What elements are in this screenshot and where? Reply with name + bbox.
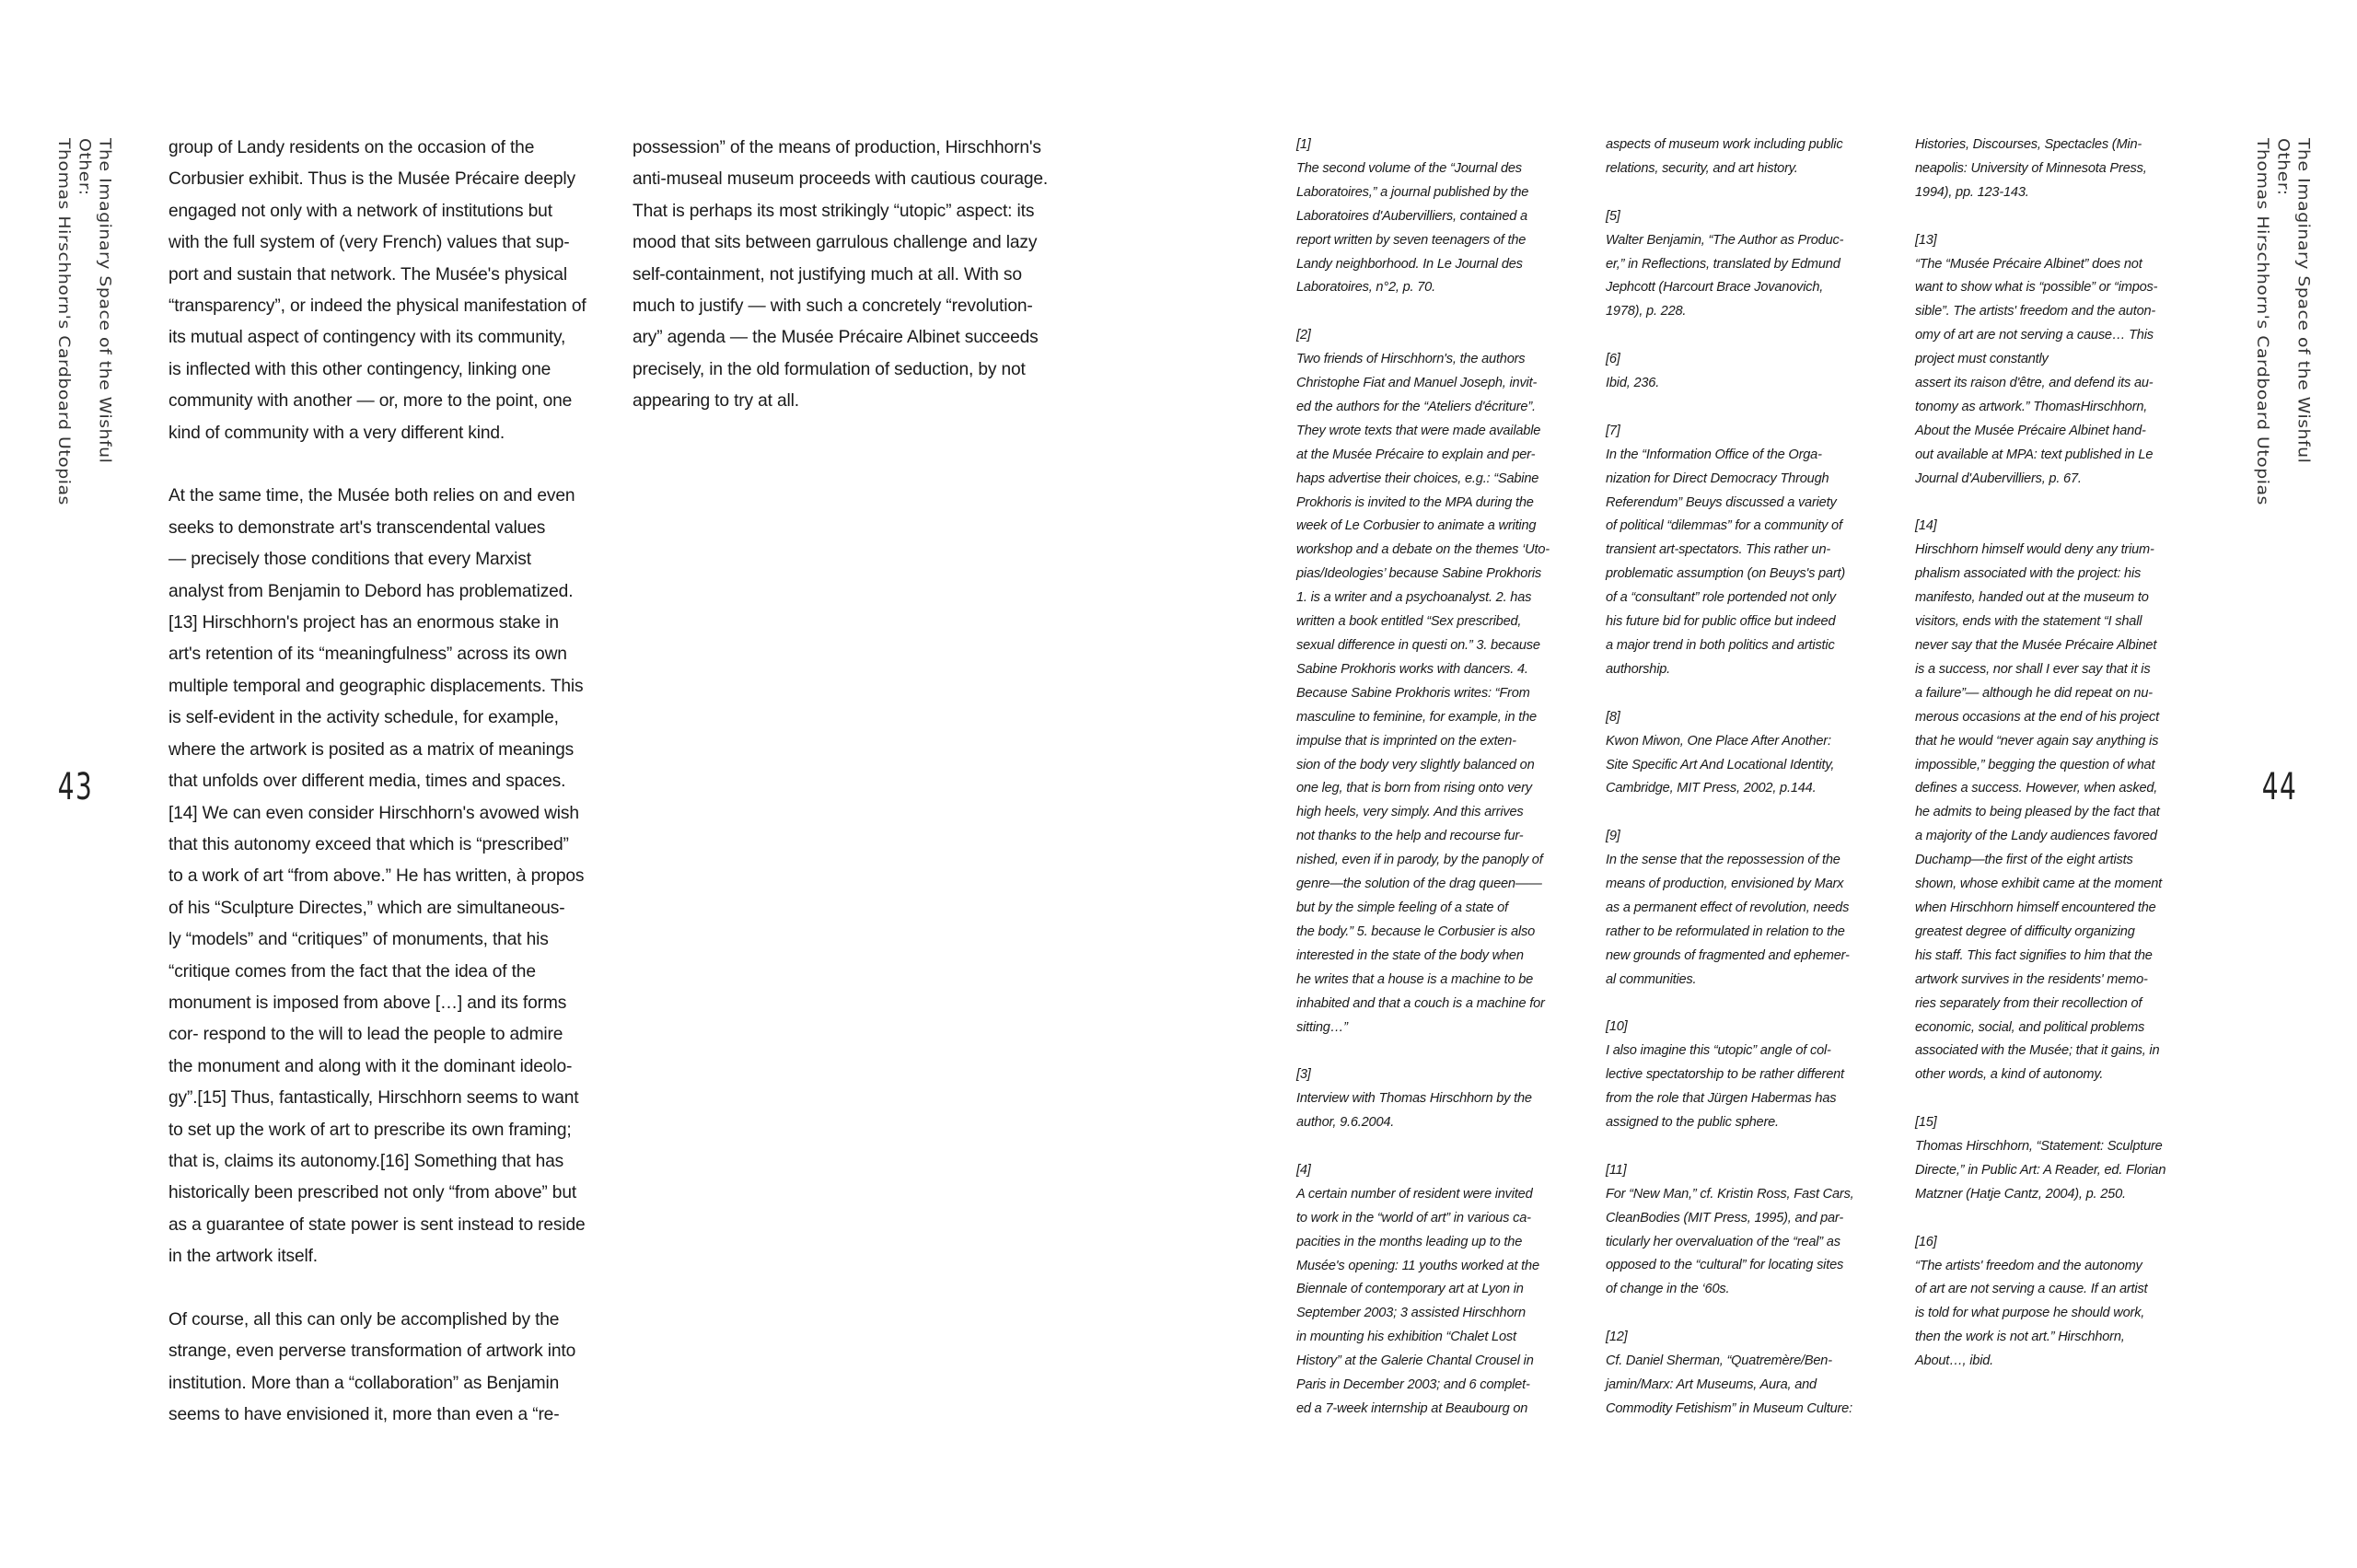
footnote-line: Paris in December 2003; and 6 complet-	[1296, 1377, 1530, 1393]
footnote	[1915, 1231, 2204, 1374]
footnote-line: [13]	[1915, 232, 1937, 248]
footnote-line: other words, a kind of autonomy.	[1915, 1067, 2104, 1083]
footnote-line: Laboratoires,” a journal published by the	[1296, 184, 1529, 200]
paragraph-line: seems to have envisioned it, more than even a “re-	[168, 1405, 560, 1425]
footnote-line: Because Sabine Prokhoris writes: “From	[1296, 685, 1530, 701]
paragraph-line: possession” of the means of production, Hirschhorn's	[633, 138, 1041, 157]
footnote-line: impossible,” begging the question of what	[1915, 757, 2155, 772]
footnote-line: of change in the ‘60s.	[1606, 1282, 1730, 1297]
paragraph-line: that unfolds over different media, times and spaces.	[168, 772, 566, 792]
footnote-line: ries separately from their recollection of	[1915, 995, 2142, 1011]
paragraph	[633, 133, 1084, 418]
footnote-line: “The “Musée Précaire Albinet” does not	[1915, 256, 2142, 272]
paragraph-line: ly “models” and “critiques” of monuments, that his	[168, 930, 549, 950]
footnote-line: economic, social, and political problems	[1915, 1019, 2145, 1035]
footnote	[1606, 706, 1895, 802]
body-column-1	[168, 133, 620, 1463]
footnote-line: means of production, envisioned by Marx	[1606, 877, 1844, 892]
footnote-line: defines a success. However, when asked,	[1915, 781, 2158, 796]
footnote	[1606, 825, 1895, 992]
footnote-line: interested in the state of the body when	[1296, 947, 1524, 963]
paragraph-line: — precisely those conditions that every Marxist	[168, 550, 531, 570]
paragraph-line: [13] Hirschhorn's project has an enormous stake in	[168, 613, 559, 633]
footnote-line: a failure”— although he did repeat on nu-	[1915, 685, 2153, 701]
footnote-line: merous occasions at the end of his project	[1915, 709, 2159, 725]
footnote-line: tonomy as artwork.” ThomasHirschhorn,	[1915, 399, 2148, 414]
footnote-line: [14]	[1915, 518, 1937, 534]
paragraph-line: historically been prescribed not only “from above” but	[168, 1183, 577, 1203]
footnote-line: when Hirschhorn himself encountered the	[1915, 900, 2156, 915]
footnote-line: 1978), p. 228.	[1606, 304, 1687, 319]
footnote-line: Laboratoires d'Aubervilliers, contained a	[1296, 208, 1527, 224]
footnote	[1915, 134, 2204, 205]
paragraph-line: multiple temporal and geographic displacements. This	[168, 676, 584, 696]
footnote-line: Walter Benjamin, “The Author as Produc-	[1606, 232, 1844, 248]
paragraph-line: precisely, in the old formulation of seduction, by not	[633, 359, 1026, 379]
footnote-line: out available at MPA: text published in Le	[1915, 447, 2154, 462]
paragraph-line: to set up the work of art to prescribe its own framing;	[168, 1120, 572, 1140]
paragraph-line: is inflected with this other contingency, linking one	[168, 359, 552, 379]
footnote-line: pacities in the months leading up to the	[1296, 1234, 1523, 1249]
footnote-line: written a book entitled “Sex prescribed,	[1296, 614, 1522, 630]
footnote-line: Matzner (Hatje Cantz, 2004), p. 250.	[1915, 1186, 2126, 1202]
footnote-line: [9]	[1606, 829, 1620, 844]
footnote-line: is a success, nor shall I ever say that it is	[1915, 661, 2151, 677]
footnote-line: assigned to the public sphere.	[1606, 1115, 1779, 1131]
footnote-line: ticularly her overvaluation of the “real” as	[1606, 1234, 1840, 1249]
footnote-line: visitors, ends with the statement “I shall	[1915, 614, 2142, 630]
footnote-line: of a “consultant” role portended not only	[1606, 590, 1836, 606]
footnote-line: About the Musée Précaire Albinet hand-	[1915, 423, 2146, 438]
footnote-line: About…, ibid.	[1915, 1353, 1994, 1369]
footnote-line: haps advertise their choices, e.g.: “Sabine	[1296, 470, 1539, 486]
footnote-line: [1]	[1296, 137, 1311, 152]
footnote-line: CleanBodies (MIT Press, 1995), and par-	[1606, 1210, 1843, 1225]
footnote-line: sitting…”	[1296, 1019, 1348, 1035]
running-title-line-1: The Imaginary Space of the Wishful Other:	[2274, 138, 2313, 464]
footnote-line: September 2003; 3 assisted Hirschhorn	[1296, 1306, 1526, 1321]
footnote-line: workshop and a debate on the themes ‘Uto-	[1296, 542, 1550, 558]
paragraph-line: that is, claims its autonomy.[16] Something that has	[168, 1151, 564, 1171]
footnote-line: [10]	[1606, 1019, 1628, 1035]
footnote-line: impulse that is imprinted on the exten-	[1296, 733, 1516, 749]
footnote-line: a majority of the Landy audiences favored	[1915, 829, 2157, 844]
paragraph-line: where the artwork is posited as a matrix of meanings	[168, 739, 575, 760]
paragraph-line: art's retention of its “meaningfulness” across its own	[168, 645, 567, 665]
paragraph-line: “critique comes from the fact that the idea of the	[168, 961, 536, 981]
footnote-line: of political “dilemmas” for a community of	[1606, 518, 1842, 534]
footnote-line: inhabited and that a couch is a machine for	[1296, 995, 1545, 1011]
footnote-line: History” at the Galerie Chantal Crousel in	[1296, 1353, 1534, 1369]
footnote-line: [7]	[1606, 423, 1620, 438]
footnote	[1915, 1111, 2204, 1207]
paragraph-line: Of course, all this can only be accomplished by the	[168, 1310, 560, 1330]
paragraph-line: its mutual aspect of contingency with its community,	[168, 328, 566, 348]
body-column-2	[633, 133, 1084, 449]
footnote-line: transient art-spectators. This rather un-	[1606, 542, 1831, 558]
footnote-line: 1994), pp. 123-143.	[1915, 184, 2029, 200]
paragraph-line: cor- respond to the will to lead the people to admire	[168, 1025, 563, 1045]
paragraph-line: gy”.[15] Thus, fantastically, Hirschhorn seems to want	[168, 1088, 579, 1109]
footnote-line: The second volume of the “Journal des	[1296, 160, 1522, 176]
footnote-line: opposed to the “cultural” for locating sites	[1606, 1258, 1844, 1273]
footnote-line: [8]	[1606, 709, 1620, 725]
footnote-line: greatest degree of difficulty organizing	[1915, 923, 2135, 939]
footnote-line: Musée's opening: 11 youths worked at the	[1296, 1258, 1539, 1273]
footnote-line: that he would “never again say anything is	[1915, 733, 2159, 749]
paragraph	[168, 1305, 620, 1432]
paragraph-line: strange, even perverse transformation of artwork into	[168, 1342, 576, 1362]
footnote-line: his staff. This fact signifies to him that the	[1915, 947, 2153, 963]
footnote-line: a major trend in both politics and artistic	[1606, 637, 1835, 653]
footnote-line: the body.” 5. because le Corbusier is also	[1296, 923, 1536, 939]
footnote-line: Hirschhorn himself would deny any trium-	[1915, 542, 2154, 558]
footnote-line: never say that the Musée Précaire Albinet	[1915, 638, 2157, 653]
footnote-line: ed a 7-week internship at Beaubourg on	[1296, 1400, 1528, 1416]
footnote-line: one leg, that is born from rising onto very	[1296, 781, 1532, 796]
paragraph-line: port and sustain that network. The Musée's physical	[168, 264, 567, 285]
footnote-line: [4]	[1296, 1162, 1311, 1178]
footnote-line: Jephcott (Harcourt Brace Jovanovich,	[1606, 280, 1824, 296]
running-title-line-2: Thomas Hirschhorn's Cardboard Utopias	[55, 138, 74, 505]
footnote-line: project must constantly	[1915, 352, 2049, 367]
footnote-line: Directe,” in Public Art: A Reader, ed. Florian	[1915, 1162, 2166, 1178]
footnote-line: not thanks to the help and recourse fur-	[1296, 829, 1524, 844]
paragraph-line: That is perhaps its most strikingly “utopic” aspect: its	[633, 201, 1035, 221]
footnote-line: artwork survives in the residents' memo-	[1915, 971, 2148, 987]
paragraph-line: in the artwork itself.	[168, 1247, 318, 1267]
running-title-left	[54, 138, 115, 525]
footnote-line: In the sense that the repossession of the	[1606, 853, 1840, 868]
footnote-line: lective spectatorship to be rather different	[1606, 1067, 1844, 1083]
footnote-line: [15]	[1915, 1115, 1937, 1131]
footnote	[1296, 1159, 1585, 1422]
footnote-line: Referendum” Beuys discussed a variety	[1606, 494, 1837, 510]
footnote-line: [12]	[1606, 1330, 1628, 1345]
running-title-line-1: The Imaginary Space of the Wishful Other:	[75, 138, 114, 464]
footnote-line: In the “Information Office of the Orga-	[1606, 447, 1822, 462]
footnote-line: rather to be reformulated in relation to the	[1606, 923, 1845, 939]
footnote-line: Ibid, 236.	[1606, 376, 1660, 391]
footnote-line: of art are not serving a cause. If an artist	[1915, 1282, 2148, 1297]
paragraph-line: the monument and along with it the dominant ideolo-	[168, 1056, 573, 1076]
footnote-line: then the work is not art.” Hirschhorn,	[1915, 1330, 2125, 1345]
page-number-right: 44	[2261, 766, 2298, 808]
paragraph-line: is self-evident in the activity schedule, for example,	[168, 708, 559, 728]
footnote-line: Laboratoires, n°2, p. 70.	[1296, 280, 1435, 296]
footnote-line: Commodity Fetishism” in Museum Culture:	[1606, 1400, 1852, 1416]
paragraph	[168, 133, 620, 449]
paragraph-line: seeks to demonstrate art's transcendental values	[168, 517, 546, 538]
footnote-line: he writes that a house is a machine to be	[1296, 971, 1534, 987]
footnote-line: [11]	[1606, 1162, 1627, 1178]
footnote-line: I also imagine this “utopic” angle of col-	[1606, 1043, 1831, 1059]
footnote-line: Landy neighborhood. In Le Journal des	[1296, 256, 1523, 272]
footnote-line: sible”. The artists' freedom and the auton-	[1915, 304, 2156, 319]
paragraph-line: of his “Sculpture Directes,” which are simultaneous-	[168, 898, 565, 918]
footnote-line: authorship.	[1606, 661, 1671, 677]
footnotes-column-1	[1296, 134, 1585, 1446]
footnote-line: Biennale of contemporary art at Lyon in	[1296, 1282, 1524, 1297]
paragraph-line: [14] We can even consider Hirschhorn's avowed wish	[168, 803, 579, 823]
footnote-line: but by the simple feeling of a state of	[1296, 900, 1508, 915]
footnote	[1606, 1016, 1895, 1135]
footnote-line: er,” in Reflections, translated by Edmund	[1606, 256, 1840, 272]
footnote-line: to work in the “world of art” in various ca-	[1296, 1210, 1531, 1225]
footnote-line: relations, security, and art history.	[1606, 160, 1798, 176]
footnote-line: genre—the solution of the drag queen——	[1296, 877, 1542, 892]
footnote-line: Cambridge, MIT Press, 2002, p.144.	[1606, 781, 1817, 796]
paragraph-line: mood that sits between garrulous challenge and lazy	[633, 233, 1038, 253]
footnote	[1915, 229, 2204, 492]
footnote-line: [16]	[1915, 1234, 1937, 1249]
footnote-line: A certain number of resident were invited	[1296, 1186, 1533, 1202]
paragraph-line: “transparency”, or indeed the physical manifestation of	[168, 296, 586, 317]
footnote-line: as a permanent effect of revolution, needs	[1606, 900, 1850, 915]
footnote	[1606, 1326, 1895, 1422]
running-title-right	[2253, 138, 2314, 525]
footnote-line: in mounting his exhibition “Chalet Lost	[1296, 1330, 1516, 1345]
footnote-line: he admits to being pleased by the fact that	[1915, 805, 2160, 820]
footnote-line: want to show what is “possible” or “impos-	[1915, 280, 2158, 296]
footnote	[1296, 324, 1585, 1040]
paragraph-line: self-containment, not justifying much at all. With so	[633, 264, 1022, 285]
footnote-line: manifesto, handed out at the museum to	[1915, 590, 2149, 606]
footnote-line: [5]	[1606, 208, 1620, 224]
footnote-line: [2]	[1296, 328, 1311, 343]
footnote-line: associated with the Musée; that it gains, in	[1915, 1043, 2160, 1059]
footnote-line: 1. is a writer and a psychoanalyst. 2. has	[1296, 590, 1532, 606]
footnote-line: high heels, very simply. And this arrives	[1296, 805, 1524, 820]
page-number-left: 43	[57, 766, 94, 808]
footnote-line: Histories, Discourses, Spectacles (Min-	[1915, 137, 2142, 152]
footnote-line: jamin/Marx: Art Museums, Aura, and	[1606, 1377, 1817, 1392]
paragraph-line: kind of community with a very different kind.	[168, 423, 505, 443]
footnote	[1296, 134, 1585, 300]
paragraph-line: as a guarantee of state power is sent instead to reside	[168, 1214, 586, 1235]
paragraph-line: ary” agenda — the Musée Précaire Albinet succeeds	[633, 328, 1039, 348]
footnote-line: report written by seven teenagers of the	[1296, 232, 1527, 248]
paragraph-line: group of Landy residents on the occasion of the	[168, 138, 535, 157]
footnote-line: [6]	[1606, 352, 1620, 367]
footnote-line: at the Musée Précaire to explain and per-	[1296, 447, 1536, 462]
footnote-line: Interview with Thomas Hirschhorn by the	[1296, 1091, 1532, 1107]
footnote-line: nished, even if in parody, by the panoply of	[1296, 853, 1543, 868]
footnote-line: omy of art are not serving a cause… This	[1915, 328, 2154, 343]
footnote-line: aspects of museum work including public	[1606, 137, 1843, 152]
paragraph-line: engaged not only with a network of institutions but	[168, 201, 552, 221]
running-title-line-2: Thomas Hirschhorn's Cardboard Utopias	[2254, 138, 2272, 505]
footnote-line: sion of the body very slightly balanced on	[1296, 757, 1535, 772]
footnote	[1606, 134, 1895, 181]
paragraph-line: appearing to try at all.	[633, 391, 799, 412]
paragraph-line: analyst from Benjamin to Debord has problematized.	[168, 581, 574, 601]
footnote-line: shown, whose exhibit came at the moment	[1915, 877, 2162, 892]
footnote-line: Duchamp—the first of the eight artists	[1915, 853, 2133, 868]
footnote	[1606, 348, 1895, 396]
footnote	[1915, 515, 2204, 1087]
footnote-line: Christophe Fiat and Manuel Joseph, invit-	[1296, 376, 1538, 391]
paragraph-line: much to justify — with such a concretely “revolution-	[633, 296, 1033, 317]
footnote	[1606, 420, 1895, 682]
footnote-line: Journal d'Aubervilliers, p. 67.	[1915, 470, 2082, 486]
footnote-line: For “New Man,” cf. Kristin Ross, Fast Cars,	[1606, 1186, 1854, 1202]
footnote-line: his future bid for public office but indeed	[1606, 614, 1836, 630]
paragraph-line: anti-museal museum proceeds with cautious courage.	[633, 169, 1049, 190]
footnote-line: ed the authors for the “Ateliers d'écriture”.	[1296, 399, 1536, 414]
footnote-line: week of Le Corbusier to animate a writing	[1296, 518, 1537, 534]
paragraph-line: monument is imposed from above […] and its forms	[168, 993, 567, 1013]
footnote-line: phalism associated with the project: his	[1915, 566, 2142, 582]
footnote-line: assert its raison d'être, and defend its au-	[1915, 376, 2154, 391]
footnote	[1606, 1159, 1895, 1302]
footnote-line: pias/Ideologies’ because Sabine Prokhoris	[1296, 566, 1542, 582]
paragraph-line: Corbusier exhibit. Thus is the Musée Précaire deeply	[168, 169, 575, 190]
footnote-line: Site Specific Art And Locational Identity,	[1606, 757, 1835, 772]
footnote	[1606, 205, 1895, 325]
footnote-line: sexual difference in questi on.” 3. because	[1296, 638, 1540, 654]
footnote-line: new grounds of fragmented and ephemer-	[1606, 947, 1850, 963]
footnote-line: [3]	[1296, 1067, 1311, 1083]
footnote-line: problematic assumption (on Beuys's part)	[1606, 566, 1846, 582]
footnote-line: Two friends of Hirschhorn's, the authors	[1296, 352, 1526, 367]
footnote-line: neapolis: University of Minnesota Press,	[1915, 160, 2147, 176]
footnote	[1296, 1063, 1585, 1135]
paragraph-line: with the full system of (very French) values that sup-	[168, 233, 570, 253]
paragraph	[168, 481, 620, 1272]
footnote-line: al communities.	[1606, 971, 1697, 987]
footnote-line: Prokhoris is invited to the MPA during the	[1296, 494, 1534, 510]
paragraph-line: At the same time, the Musée both relies on and even	[168, 486, 575, 506]
footnote-line: They wrote texts that were made available	[1296, 423, 1541, 438]
footnote-line: Kwon Miwon, One Place After Another:	[1606, 733, 1831, 749]
paragraph-line: that this autonomy exceed that which is “prescribed”	[168, 834, 569, 854]
footnote-line: Thomas Hirschhorn, “Statement: Sculpture	[1915, 1139, 2163, 1155]
footnote-line: masculine to feminine, for example, in the	[1296, 709, 1537, 725]
footnotes-column-2	[1606, 134, 1895, 1446]
paragraph-line: institution. More than a “collaboration” as Benjamin	[168, 1373, 560, 1393]
footnote-line: is told for what purpose he should work,	[1915, 1306, 2145, 1321]
footnotes-column-3	[1915, 134, 2204, 1398]
paragraph-line: community with another — or, more to the point, one	[168, 391, 573, 412]
footnote-line: “The artists' freedom and the autonomy	[1915, 1258, 2142, 1273]
footnote-line: nization for Direct Democracy Through	[1606, 470, 1829, 486]
footnote-line: author, 9.6.2004.	[1296, 1115, 1395, 1131]
footnote-line: Sabine Prokhoris works with dancers. 4.	[1296, 661, 1528, 677]
paragraph-line: to a work of art “from above.” He has written, à propos	[168, 866, 585, 887]
footnote-line: from the role that Jürgen Habermas has	[1606, 1091, 1837, 1107]
footnote-line: Cf. Daniel Sherman, “Quatremère/Ben-	[1606, 1353, 1832, 1369]
